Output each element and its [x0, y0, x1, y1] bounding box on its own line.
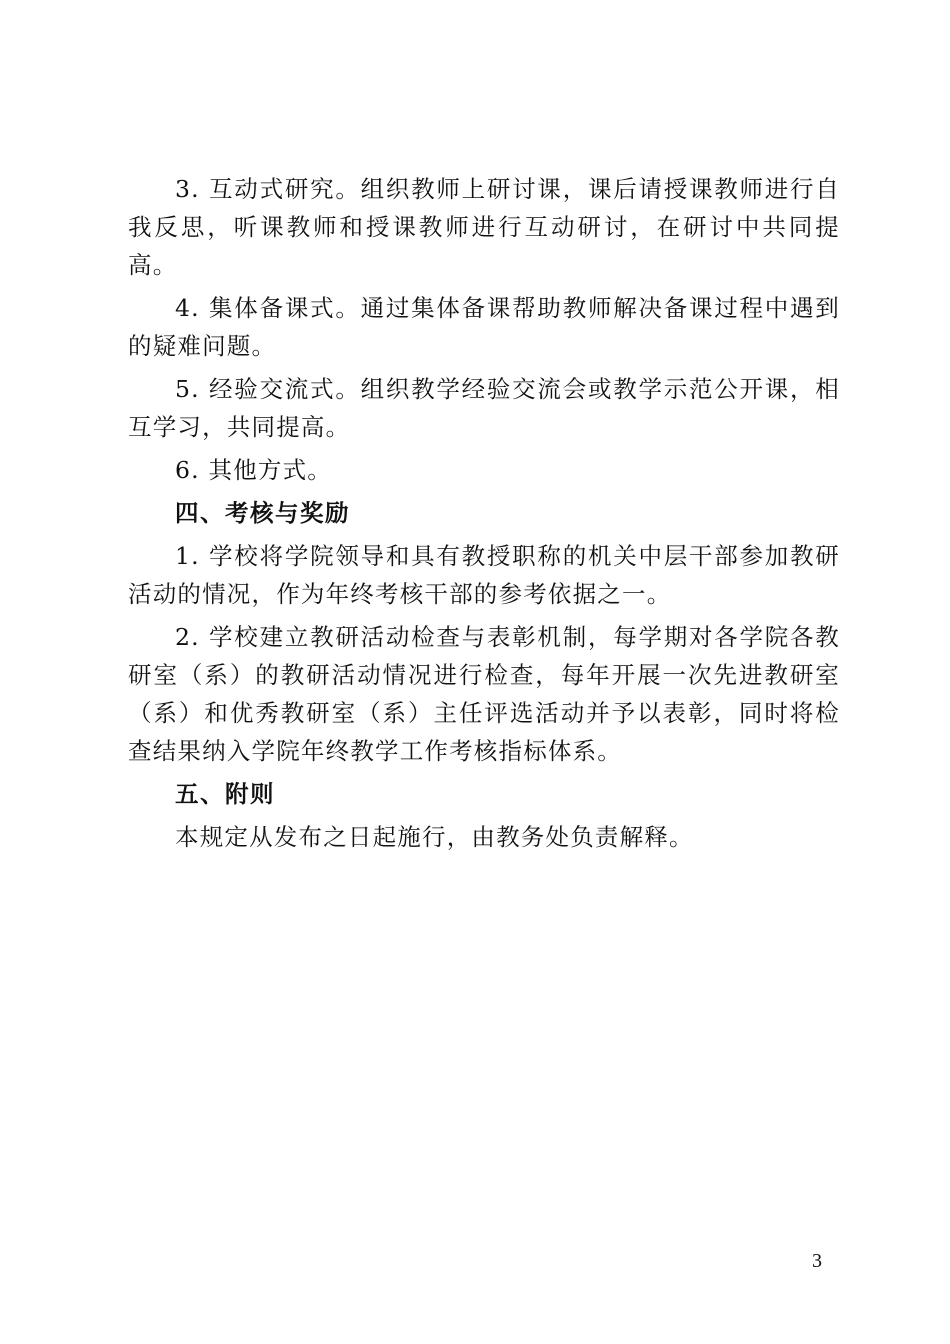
- document-body: [128, 170, 840, 861]
- paragraph-effective-date: 本规定从发布之日起施行，由教务处负责解释。: [175, 823, 694, 851]
- paragraph-interactive-research: 3. 互动式研究。组织教师上研讨课，课后请授课教师进行自我反思，听课教师和授课教师进行互动研讨，在研讨中共同提高。: [128, 175, 840, 279]
- paragraph-collective-lesson-prep: 4. 集体备课式。通过集体备课帮助教师解决备课过程中遇到的疑难问题。: [128, 294, 840, 360]
- paragraph-inspection-commendation: 2. 学校建立教研活动检查与表彰机制，每学期对各学院各教研室（系）的教研活动情况进行检查，每年开展一次先进教研室（系）和优秀教研室（系）主任评选活动并予以表彰，同时将检查结果纳入学院年终教学工作考核指标体系。: [128, 623, 840, 765]
- section-heading-assessment: 四、考核与奖励: [175, 499, 350, 527]
- section-heading-supplementary: 五、附则: [175, 780, 275, 808]
- page-number: 3: [812, 1250, 822, 1272]
- paragraph-experience-exchange: 5. 经验交流式。组织教学经验交流会或教学示范公开课，相互学习，共同提高。: [128, 375, 840, 441]
- paragraph-other-methods: 6. 其他方式。: [175, 456, 332, 484]
- paragraph-assessment-leaders: 1. 学校将学院领导和具有教授职称的机关中层干部参加教研活动的情况，作为年终考核干部的参考依据之一。: [128, 542, 840, 608]
